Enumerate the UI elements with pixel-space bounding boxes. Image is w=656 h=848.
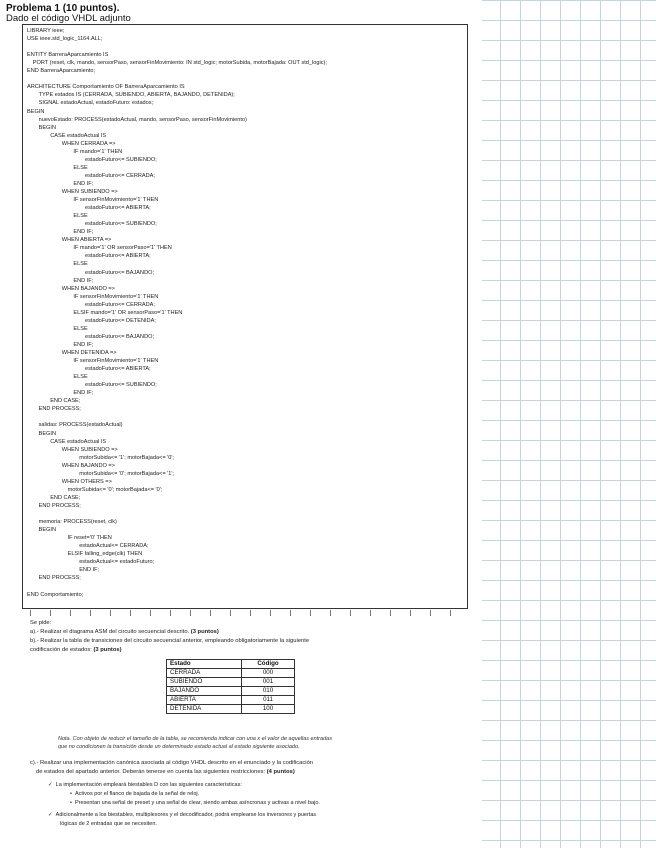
code-line: ELSE (73, 374, 88, 381)
code-line: WHEN SUBIENDO => (61, 446, 118, 453)
question-b-line2 (30, 647, 122, 653)
check-icon: ✓ (48, 812, 53, 818)
ruler-tick (390, 610, 391, 616)
state-code: 000 (242, 669, 295, 678)
code-line: IF sensorFinMovimiento='1' THEN (73, 197, 159, 204)
code-line: IF sensorFinMovimiento='1' THEN (73, 358, 159, 365)
ruler-tick (350, 610, 351, 616)
requirement-2 (48, 812, 316, 818)
requirement-1b (70, 800, 320, 806)
state-encoding-table (166, 659, 295, 714)
requirement-1-text: La implementación empleará biestables D con las siguientes características: (55, 782, 242, 788)
code-line: END PROCESS; (38, 406, 81, 413)
code-line: LIBRARY ieee; (27, 28, 65, 34)
code-line: END IF; (73, 180, 94, 187)
state-name: ABIERTA (167, 696, 242, 705)
table-row (167, 687, 295, 696)
state-code: 010 (242, 687, 295, 696)
code-line: nuevoEstado: PROCESS(estadoActual, mando, sensorPaso, sensorFinMovimiento) (38, 116, 247, 123)
question-a-text: a).- Realizar el diagrama ASM del circuito secuencial descrito. (30, 629, 190, 635)
code-line: ELSE (73, 261, 88, 268)
question-a-points: (3 puntos) (190, 629, 219, 635)
ruler-tick (110, 610, 111, 616)
note-line1: Nota. Con objeto de reducir el tamaño de la tabla, se recomienda indicar con una x el valor de aquellas entradas (58, 736, 332, 742)
code-line: END CASE; (50, 398, 81, 405)
code-line: IF mando='1' THEN (73, 148, 123, 155)
code-line: WHEN BAJANDO => (61, 285, 115, 292)
question-b-line1: b).- Realizar la tabla de transiciones del circuito secuencial anterior, empleando obligatoriamente la siguiente (30, 638, 310, 644)
code-line: END IF; (73, 341, 94, 348)
code-line: ELSIF falling_edge(clk) THEN (67, 551, 143, 558)
code-line: estadoFuturo<= ABIERTA; (85, 366, 151, 373)
code-line: motorSubida<= '0'; motorBajada<= '0'; (67, 486, 163, 493)
code-line: WHEN CERRADA => (61, 140, 116, 147)
code-line: estadoActual<= estadoFuturo; (79, 559, 155, 566)
code-line: END IF; (73, 229, 94, 236)
code-line: END BarreraAparcamiento; (27, 68, 96, 75)
code-line: WHEN DETENIDA => (61, 350, 117, 356)
question-c-line1: c).- Realizar una implementación canónica asociada al código VHDL descrito en el enunciado y la codificación (30, 760, 314, 766)
code-line: BEGIN (38, 430, 57, 437)
ruler-tick (370, 610, 371, 616)
state-name: CERRADA (167, 669, 242, 678)
requirement-2-cont: lógicas de 2 entradas que se necesiten. (60, 821, 157, 827)
state-name: SUBIENDO (167, 678, 242, 687)
table-row (167, 669, 295, 678)
question-c-points: (4 puntos) (266, 769, 295, 775)
code-line: IF sensorFinMovimiento='1' THEN (73, 293, 159, 300)
ruler-tick (210, 610, 211, 616)
ruler-tick (90, 610, 91, 616)
code-line: estadoFuturo<= SUBIENDO; (85, 156, 157, 163)
requirement-1a (70, 791, 199, 797)
ruler-tick (150, 610, 151, 616)
code-line: BEGIN (38, 124, 57, 131)
code-line: memoria: PROCESS(reset, clk) (38, 519, 117, 526)
code-line: salidas: PROCESS(estadoActual) (38, 422, 123, 429)
question-c-line2 (36, 769, 295, 775)
check-icon: ✓ (48, 782, 53, 788)
ruler-tick (190, 610, 191, 616)
requirement-1a-text: Activos por el flanco de bajada de la señal de reloj. (75, 791, 200, 797)
ruler-tick (250, 610, 251, 616)
state-code: 100 (242, 705, 295, 714)
code-line: motorSubida<= '0'; motorBajada<= '1'; (79, 470, 174, 477)
code-line: estadoFuturo<= SUBIENDO; (85, 221, 157, 228)
code-line: motorSubida<= '1'; motorBajada<= '0'; (79, 454, 174, 461)
code-line: ELSE (73, 325, 88, 332)
questions-intro: Se pide: (30, 620, 52, 626)
code-line: ENTITY BarreraAparcamiento IS (27, 52, 109, 59)
question-b-text: codificación de estados: (30, 647, 92, 653)
state-code: 011 (242, 696, 295, 705)
requirement-1b-text: Presentan una señal de preset y una señal de clear, siendo ambas asíncronas y activas a nivel bajo. (75, 800, 320, 806)
code-line: estadoActual<= CERRADA; (79, 543, 149, 550)
code-line: END Comportamiento; (27, 591, 84, 598)
ruler-tick (330, 610, 331, 616)
ruler-tick (70, 610, 71, 616)
code-line: END IF; (73, 390, 94, 397)
ruler-ticks (22, 610, 468, 618)
header-estado: Estado (167, 660, 242, 669)
state-code: 001 (242, 678, 295, 687)
code-line: ARCHITECTURE Comportamiento OF BarreraAparcamiento IS (27, 84, 185, 91)
code-line: USE ieee.std_logic_1164.ALL; (27, 36, 103, 43)
ruler-tick (290, 610, 291, 616)
code-line: BEGIN (27, 108, 45, 115)
code-line: estadoFuturo<= DETENIDA; (85, 317, 156, 324)
code-line: END IF; (79, 567, 100, 574)
problem-title: Problema 1 (10 puntos). (6, 3, 120, 14)
code-line: estadoFuturo<= BAJANDO; (85, 269, 155, 276)
bullet-icon: • (70, 791, 72, 797)
code-line: WHEN SUBIENDO => (61, 189, 118, 195)
state-name: DETENIDA (167, 705, 242, 714)
ruler-tick (270, 610, 271, 616)
code-line: CASE estadoActual IS (50, 438, 107, 445)
code-line: ELSE (73, 164, 88, 171)
ruler-tick (310, 610, 311, 616)
code-line: IF reset='0' THEN (67, 535, 112, 542)
requirement-1 (48, 782, 242, 788)
code-line: estadoFuturo<= ABIERTA; (85, 253, 151, 260)
code-line: WHEN BAJANDO => (61, 462, 115, 469)
state-name: BAJANDO (167, 687, 242, 696)
table-row (167, 705, 295, 714)
code-line: estadoFuturo<= SUBIENDO; (85, 382, 157, 389)
code-line: IF mando='1' OR sensorPaso='1' THEN (73, 245, 172, 252)
ruler-tick (450, 610, 451, 616)
code-line: ELSIF mando='1' OR sensorPaso='1' THEN (73, 309, 183, 316)
ruler-tick (410, 610, 411, 616)
code-line: estadoFuturo<= CERRADA; (85, 172, 155, 179)
code-line: BEGIN (38, 527, 57, 534)
code-line: END CASE; (50, 494, 81, 501)
table-row (167, 678, 295, 687)
code-line: PORT (reset, clk, mando, sensorPaso, sensorFinMovimiento: IN std_logic; motorSubida, motorBajada: OUT std_logic); (32, 60, 327, 67)
problem-subtitle: Dado el código VHDL adjunto (6, 13, 131, 24)
ruler-tick (30, 610, 31, 616)
ruler-tick (170, 610, 171, 616)
code-line: WHEN ABIERTA => (61, 237, 112, 244)
code-line: END IF; (73, 277, 94, 284)
ruler-tick (230, 610, 231, 616)
code-line: SIGNAL estadoActual, estadoFuturo: estados; (38, 100, 154, 107)
code-line: END PROCESS; (38, 502, 81, 509)
question-c-text: de estados del apartado anterior. Deberán tenerse en cuenta las siguientes restricciones: (36, 769, 266, 775)
vhdl-code-box (22, 24, 468, 609)
table-header-row (167, 660, 295, 669)
table-row (167, 696, 295, 705)
note-line2: que no condicionen la transición desde un determinado estado actual al estado siguiente asociado. (58, 744, 300, 750)
ruler-tick (50, 610, 51, 616)
requirement-2-text: Adicionalmente a los biestables, multiplexores y el decodificador, podrá emplearse los inversores y puertas (55, 812, 317, 818)
code-line: WHEN OTHERS => (61, 478, 112, 485)
code-line: CASE estadoActual IS (50, 132, 107, 139)
code-line: ELSE (73, 213, 88, 220)
header-codigo: Código (242, 660, 295, 669)
code-line: estadoFuturo<= BAJANDO; (85, 333, 155, 340)
ruler-tick (130, 610, 131, 616)
question-b-points: (3 puntos) (93, 647, 122, 653)
bullet-icon: • (70, 800, 72, 806)
question-a (30, 629, 219, 635)
ruler-tick (430, 610, 431, 616)
code-line: estadoFuturo<= ABIERTA; (85, 205, 151, 212)
code-line: TYPE estados IS (CERRADA, SUBIENDO, ABIERTA, BAJANDO, DETENIDA); (38, 92, 235, 99)
code-line: END PROCESS; (38, 575, 81, 582)
code-line: estadoFuturo<= CERRADA; (85, 301, 155, 308)
